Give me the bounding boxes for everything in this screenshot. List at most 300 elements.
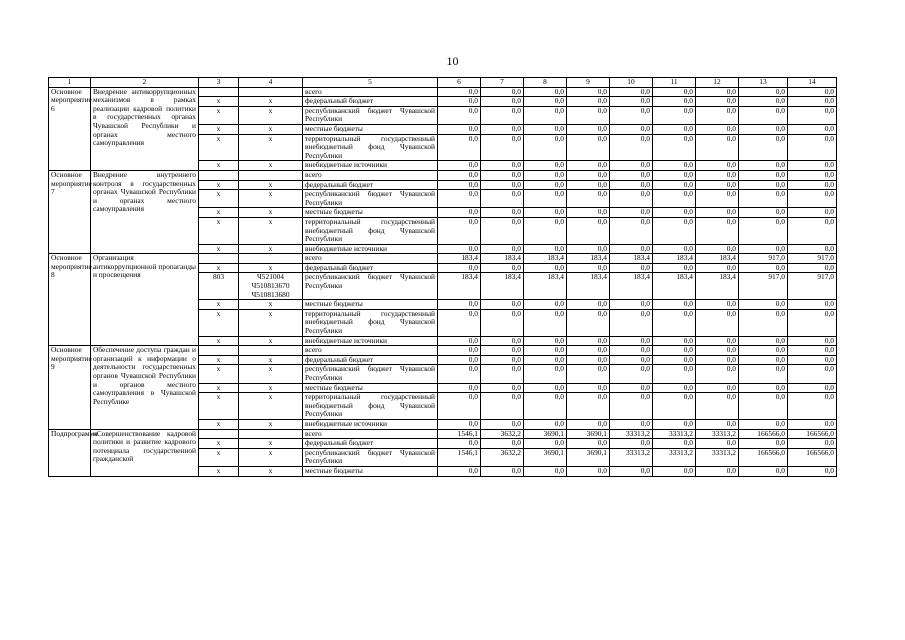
column-header-8: 8 [524, 78, 567, 88]
column-header-6: 6 [438, 78, 481, 88]
amount-cell: 0,0 [481, 106, 524, 124]
amount-cell: 0,0 [524, 393, 567, 420]
column-header-2: 2 [91, 78, 199, 88]
funding-source: федеральный бюджет [303, 439, 438, 449]
amount-cell: 0,0 [696, 244, 739, 254]
amount-cell: 0,0 [696, 365, 739, 383]
amount-cell: 0,0 [481, 309, 524, 336]
amount-cell: 0,0 [610, 134, 653, 161]
amount-cell: 33313,2 [610, 429, 653, 439]
funding-source: территориальный государственный внебюджетный фонд Чувашской Республики [303, 217, 438, 244]
column-header-14: 14 [788, 78, 837, 88]
amount-cell: 0,0 [567, 161, 610, 171]
table-row [49, 87, 837, 97]
header-row [49, 78, 837, 88]
funding-source: местные бюджеты [303, 208, 438, 218]
admin-code: х [199, 300, 239, 310]
amount-cell: 183,4 [481, 273, 524, 300]
funding-source: федеральный бюджет [303, 97, 438, 107]
amount-cell: 0,0 [653, 419, 696, 429]
budget-code: х [239, 383, 303, 393]
amount-cell: 0,0 [739, 466, 788, 476]
amount-cell: 0,0 [567, 180, 610, 190]
amount-cell: 0,0 [524, 106, 567, 124]
amount-cell: 0,0 [696, 336, 739, 346]
column-header-4: 4 [239, 78, 303, 88]
amount-cell: 0,0 [481, 263, 524, 273]
budget-code: х [239, 355, 303, 365]
amount-cell: 166566,0 [788, 429, 837, 439]
amount-cell: 0,0 [567, 134, 610, 161]
budget-code: х [239, 97, 303, 107]
amount-cell: 0,0 [788, 87, 837, 97]
funding-source: внебюджетные источники [303, 244, 438, 254]
amount-cell: 0,0 [567, 244, 610, 254]
amount-cell: 0,0 [696, 217, 739, 244]
amount-cell: 0,0 [610, 87, 653, 97]
amount-cell: 0,0 [696, 180, 739, 190]
amount-cell: 0,0 [653, 393, 696, 420]
budget-code: х [239, 106, 303, 124]
amount-cell: 0,0 [481, 439, 524, 449]
amount-cell: 1546,1 [438, 429, 481, 439]
amount-cell: 0,0 [438, 190, 481, 208]
amount-cell: 183,4 [524, 273, 567, 300]
amount-cell: 0,0 [610, 244, 653, 254]
activity-description: Обеспечение доступа граждан и организаций к информации о деятельности государственных органов Чувашской Республики и органов местного самоуправления в Чувашской Республике [91, 346, 199, 429]
amount-cell: 33313,2 [653, 448, 696, 466]
amount-cell: 0,0 [524, 124, 567, 134]
amount-cell: 0,0 [696, 466, 739, 476]
funding-source: местные бюджеты [303, 124, 438, 134]
amount-cell: 0,0 [696, 383, 739, 393]
amount-cell: 0,0 [481, 365, 524, 383]
amount-cell: 0,0 [788, 124, 837, 134]
amount-cell: 0,0 [481, 393, 524, 420]
amount-cell: 3632,2 [481, 429, 524, 439]
amount-cell: 0,0 [653, 346, 696, 356]
amount-cell: 0,0 [438, 383, 481, 393]
budget-code: х [239, 217, 303, 244]
amount-cell: 0,0 [438, 393, 481, 420]
amount-cell: 0,0 [481, 190, 524, 208]
amount-cell: 0,0 [481, 217, 524, 244]
amount-cell: 0,0 [481, 383, 524, 393]
amount-cell: 0,0 [481, 346, 524, 356]
amount-cell: 0,0 [696, 170, 739, 180]
column-header-13: 13 [739, 78, 788, 88]
amount-cell: 0,0 [653, 365, 696, 383]
amount-cell: 0,0 [696, 161, 739, 171]
amount-cell: 183,4 [438, 254, 481, 264]
amount-cell: 0,0 [696, 300, 739, 310]
amount-cell: 0,0 [739, 383, 788, 393]
amount-cell: 0,0 [788, 336, 837, 346]
amount-cell: 0,0 [610, 190, 653, 208]
funding-source: местные бюджеты [303, 466, 438, 476]
budget-code: х [239, 309, 303, 336]
amount-cell: 0,0 [481, 170, 524, 180]
amount-cell: 0,0 [788, 244, 837, 254]
amount-cell: 0,0 [739, 300, 788, 310]
amount-cell: 0,0 [696, 97, 739, 107]
funding-source: всего [303, 170, 438, 180]
budget-code: х [239, 419, 303, 429]
amount-cell: 0,0 [739, 309, 788, 336]
admin-code: х [199, 190, 239, 208]
amount-cell: 0,0 [524, 300, 567, 310]
admin-code: х [199, 208, 239, 218]
funding-source: всего [303, 429, 438, 439]
amount-cell: 0,0 [788, 97, 837, 107]
amount-cell: 0,0 [788, 346, 837, 356]
column-header-1: 1 [49, 78, 91, 88]
amount-cell: 183,4 [653, 273, 696, 300]
amount-cell: 183,4 [567, 254, 610, 264]
funding-source: внебюджетные источники [303, 419, 438, 429]
budget-code [239, 170, 303, 180]
amount-cell: 0,0 [567, 124, 610, 134]
amount-cell: 0,0 [739, 106, 788, 124]
amount-cell: 0,0 [739, 393, 788, 420]
amount-cell: 0,0 [739, 244, 788, 254]
amount-cell: 0,0 [788, 161, 837, 171]
budget-code: х [239, 263, 303, 273]
amount-cell: 0,0 [438, 106, 481, 124]
amount-cell: 0,0 [610, 336, 653, 346]
amount-cell: 0,0 [438, 365, 481, 383]
amount-cell: 0,0 [788, 217, 837, 244]
amount-cell: 166566,0 [739, 448, 788, 466]
amount-cell: 0,0 [524, 87, 567, 97]
amount-cell: 0,0 [438, 419, 481, 429]
amount-cell: 0,0 [524, 336, 567, 346]
funding-source: территориальный государственный внебюджетный фонд Чувашской Республики [303, 134, 438, 161]
amount-cell: 0,0 [524, 217, 567, 244]
amount-cell: 0,0 [610, 217, 653, 244]
activity-name: Основное мероприятие 9 [49, 346, 91, 429]
amount-cell: 183,4 [438, 273, 481, 300]
amount-cell: 0,0 [788, 263, 837, 273]
admin-code: х [199, 355, 239, 365]
table-row [49, 346, 837, 356]
amount-cell: 0,0 [788, 365, 837, 383]
amount-cell: 0,0 [524, 466, 567, 476]
admin-code: х [199, 263, 239, 273]
amount-cell: 0,0 [524, 161, 567, 171]
amount-cell: 0,0 [653, 106, 696, 124]
amount-cell: 0,0 [653, 180, 696, 190]
amount-cell: 0,0 [481, 97, 524, 107]
amount-cell: 0,0 [438, 439, 481, 449]
amount-cell: 3632,2 [481, 448, 524, 466]
amount-cell: 0,0 [567, 355, 610, 365]
admin-code: х [199, 365, 239, 383]
amount-cell: 0,0 [788, 208, 837, 218]
admin-code: х [199, 466, 239, 476]
admin-code: х [199, 180, 239, 190]
funding-source: республиканский бюджет Чувашской Республики [303, 273, 438, 300]
amount-cell: 0,0 [438, 87, 481, 97]
amount-cell: 0,0 [653, 300, 696, 310]
amount-cell: 166566,0 [788, 448, 837, 466]
amount-cell: 0,0 [438, 300, 481, 310]
amount-cell: 0,0 [524, 383, 567, 393]
amount-cell: 0,0 [524, 419, 567, 429]
amount-cell: 0,0 [696, 208, 739, 218]
amount-cell: 0,0 [610, 346, 653, 356]
amount-cell: 0,0 [739, 161, 788, 171]
column-header-9: 9 [567, 78, 610, 88]
amount-cell: 0,0 [653, 244, 696, 254]
amount-cell: 0,0 [610, 124, 653, 134]
amount-cell: 0,0 [481, 208, 524, 218]
amount-cell: 0,0 [788, 383, 837, 393]
amount-cell: 0,0 [524, 355, 567, 365]
amount-cell: 0,0 [696, 190, 739, 208]
amount-cell: 0,0 [438, 263, 481, 273]
amount-cell: 183,4 [696, 273, 739, 300]
funding-source: всего [303, 254, 438, 264]
amount-cell: 0,0 [653, 466, 696, 476]
funding-source: республиканский бюджет Чувашской Республики [303, 448, 438, 466]
amount-cell: 0,0 [610, 355, 653, 365]
amount-cell: 0,0 [788, 134, 837, 161]
amount-cell: 0,0 [567, 300, 610, 310]
amount-cell: 0,0 [567, 466, 610, 476]
activity-name: Основное мероприятие 6 [49, 87, 91, 170]
budget-code: х [239, 466, 303, 476]
budget-code: х [239, 393, 303, 420]
amount-cell: 0,0 [438, 208, 481, 218]
amount-cell: 0,0 [610, 466, 653, 476]
amount-cell: 0,0 [438, 336, 481, 346]
amount-cell: 0,0 [788, 355, 837, 365]
amount-cell: 0,0 [739, 355, 788, 365]
amount-cell: 0,0 [610, 309, 653, 336]
activity-description: Внедрение внутреннего контроля в государственных органах Чувашской Республики и органах местного самоуправления [91, 170, 199, 253]
column-header-11: 11 [653, 78, 696, 88]
admin-code: х [199, 419, 239, 429]
amount-cell: 0,0 [739, 170, 788, 180]
amount-cell: 0,0 [739, 439, 788, 449]
activity-description: Внедрение антикоррупционных механизмов в рамках реализации кадровой политики в государственных органах Чувашской Республики и органах местного самоуправления [91, 87, 199, 170]
table-row [49, 170, 837, 180]
funding-source: федеральный бюджет [303, 180, 438, 190]
admin-code: 803 [199, 273, 239, 300]
amount-cell: 0,0 [438, 244, 481, 254]
activity-description: «Совершенствование кадровой политики и развитие кадрового потенциала государственной гражданской [91, 429, 199, 476]
amount-cell: 0,0 [610, 419, 653, 429]
amount-cell: 0,0 [524, 190, 567, 208]
funding-source: территориальный государственный внебюджетный фонд Чувашской Республики [303, 309, 438, 336]
admin-code: х [199, 244, 239, 254]
amount-cell: 0,0 [610, 97, 653, 107]
budget-code: х [239, 161, 303, 171]
amount-cell: 183,4 [567, 273, 610, 300]
amount-cell: 0,0 [524, 309, 567, 336]
amount-cell: 0,0 [567, 383, 610, 393]
funding-source: внебюджетные источники [303, 336, 438, 346]
amount-cell: 0,0 [696, 393, 739, 420]
amount-cell: 0,0 [438, 355, 481, 365]
budget-code: х [239, 134, 303, 161]
amount-cell: 0,0 [438, 134, 481, 161]
amount-cell: 3690,1 [524, 429, 567, 439]
funding-source: республиканский бюджет Чувашской Республики [303, 365, 438, 383]
amount-cell: 0,0 [610, 170, 653, 180]
amount-cell: 0,0 [653, 439, 696, 449]
amount-cell: 3690,1 [567, 448, 610, 466]
amount-cell: 0,0 [524, 346, 567, 356]
amount-cell: 0,0 [610, 106, 653, 124]
column-header-12: 12 [696, 78, 739, 88]
table-row [49, 429, 837, 439]
funding-source: республиканский бюджет Чувашской Республики [303, 106, 438, 124]
amount-cell: 0,0 [438, 170, 481, 180]
amount-cell: 0,0 [438, 346, 481, 356]
amount-cell: 0,0 [696, 419, 739, 429]
amount-cell: 0,0 [610, 365, 653, 383]
budget-code: х [239, 300, 303, 310]
amount-cell: 0,0 [653, 161, 696, 171]
amount-cell: 0,0 [524, 170, 567, 180]
amount-cell: 0,0 [696, 346, 739, 356]
amount-cell: 0,0 [481, 124, 524, 134]
funding-source: федеральный бюджет [303, 355, 438, 365]
activity-name: Основное мероприятие 7 [49, 170, 91, 253]
admin-code: х [199, 97, 239, 107]
amount-cell: 0,0 [696, 124, 739, 134]
amount-cell: 0,0 [524, 208, 567, 218]
amount-cell: 0,0 [610, 393, 653, 420]
amount-cell: 0,0 [653, 208, 696, 218]
amount-cell: 0,0 [610, 383, 653, 393]
amount-cell: 0,0 [481, 336, 524, 346]
amount-cell: 183,4 [610, 254, 653, 264]
funding-source: республиканский бюджет Чувашской Республики [303, 190, 438, 208]
admin-code: х [199, 134, 239, 161]
amount-cell: 0,0 [610, 300, 653, 310]
amount-cell: 0,0 [567, 263, 610, 273]
admin-code: х [199, 383, 239, 393]
funding-source: федеральный бюджет [303, 263, 438, 273]
amount-cell: 0,0 [567, 106, 610, 124]
amount-cell: 0,0 [788, 466, 837, 476]
amount-cell: 0,0 [696, 439, 739, 449]
amount-cell: 0,0 [739, 336, 788, 346]
amount-cell: 0,0 [653, 134, 696, 161]
amount-cell: 183,4 [610, 273, 653, 300]
admin-code: х [199, 393, 239, 420]
budget-code: Ч521004 Ч510813670 Ч510813680 [239, 273, 303, 300]
admin-code: х [199, 161, 239, 171]
amount-cell: 0,0 [788, 439, 837, 449]
amount-cell: 0,0 [696, 263, 739, 273]
amount-cell: 183,4 [696, 254, 739, 264]
amount-cell: 0,0 [524, 244, 567, 254]
amount-cell: 0,0 [567, 208, 610, 218]
amount-cell: 0,0 [696, 87, 739, 97]
amount-cell: 0,0 [438, 161, 481, 171]
amount-cell: 0,0 [653, 355, 696, 365]
amount-cell: 0,0 [524, 134, 567, 161]
amount-cell: 917,0 [739, 273, 788, 300]
amount-cell: 3690,1 [524, 448, 567, 466]
amount-cell: 0,0 [481, 466, 524, 476]
amount-cell: 0,0 [653, 336, 696, 346]
amount-cell: 0,0 [739, 346, 788, 356]
amount-cell: 183,4 [524, 254, 567, 264]
table-row [49, 254, 837, 264]
amount-cell: 0,0 [610, 263, 653, 273]
amount-cell: 0,0 [567, 439, 610, 449]
activity-description: Организация антикоррупционной пропаганды и просвещения [91, 254, 199, 346]
page-number: 10 [446, 54, 459, 68]
admin-code [199, 254, 239, 264]
amount-cell: 0,0 [438, 180, 481, 190]
amount-cell: 0,0 [696, 134, 739, 161]
amount-cell: 0,0 [438, 309, 481, 336]
amount-cell: 917,0 [739, 254, 788, 264]
amount-cell: 0,0 [653, 383, 696, 393]
funding-source: внебюджетные источники [303, 161, 438, 171]
budget-code: х [239, 190, 303, 208]
amount-cell: 0,0 [739, 180, 788, 190]
amount-cell: 0,0 [481, 87, 524, 97]
amount-cell: 917,0 [788, 273, 837, 300]
budget-code: х [239, 448, 303, 466]
budget-code: х [239, 439, 303, 449]
amount-cell: 0,0 [438, 124, 481, 134]
amount-cell: 917,0 [788, 254, 837, 264]
amount-cell: 0,0 [653, 263, 696, 273]
amount-cell: 183,4 [653, 254, 696, 264]
amount-cell: 0,0 [524, 180, 567, 190]
budget-code [239, 346, 303, 356]
amount-cell: 0,0 [788, 309, 837, 336]
budget-code: х [239, 124, 303, 134]
amount-cell: 33313,2 [610, 448, 653, 466]
amount-cell: 0,0 [788, 393, 837, 420]
amount-cell: 33313,2 [696, 429, 739, 439]
amount-cell: 33313,2 [653, 429, 696, 439]
amount-cell: 0,0 [653, 190, 696, 208]
amount-cell: 0,0 [481, 355, 524, 365]
amount-cell: 0,0 [739, 419, 788, 429]
amount-cell: 0,0 [739, 365, 788, 383]
amount-cell: 0,0 [567, 393, 610, 420]
admin-code: х [199, 309, 239, 336]
amount-cell: 0,0 [567, 336, 610, 346]
amount-cell: 0,0 [788, 180, 837, 190]
activity-name: Основное мероприятие 8 [49, 254, 91, 346]
amount-cell: 33313,2 [696, 448, 739, 466]
amount-cell: 0,0 [567, 97, 610, 107]
admin-code: х [199, 439, 239, 449]
amount-cell: 3690,1 [567, 429, 610, 439]
amount-cell: 0,0 [438, 217, 481, 244]
amount-cell: 0,0 [788, 419, 837, 429]
amount-cell: 0,0 [481, 161, 524, 171]
admin-code: х [199, 124, 239, 134]
amount-cell: 0,0 [567, 365, 610, 383]
amount-cell: 0,0 [438, 97, 481, 107]
amount-cell: 0,0 [788, 170, 837, 180]
amount-cell: 0,0 [739, 190, 788, 208]
budget-code: х [239, 365, 303, 383]
amount-cell: 0,0 [481, 419, 524, 429]
